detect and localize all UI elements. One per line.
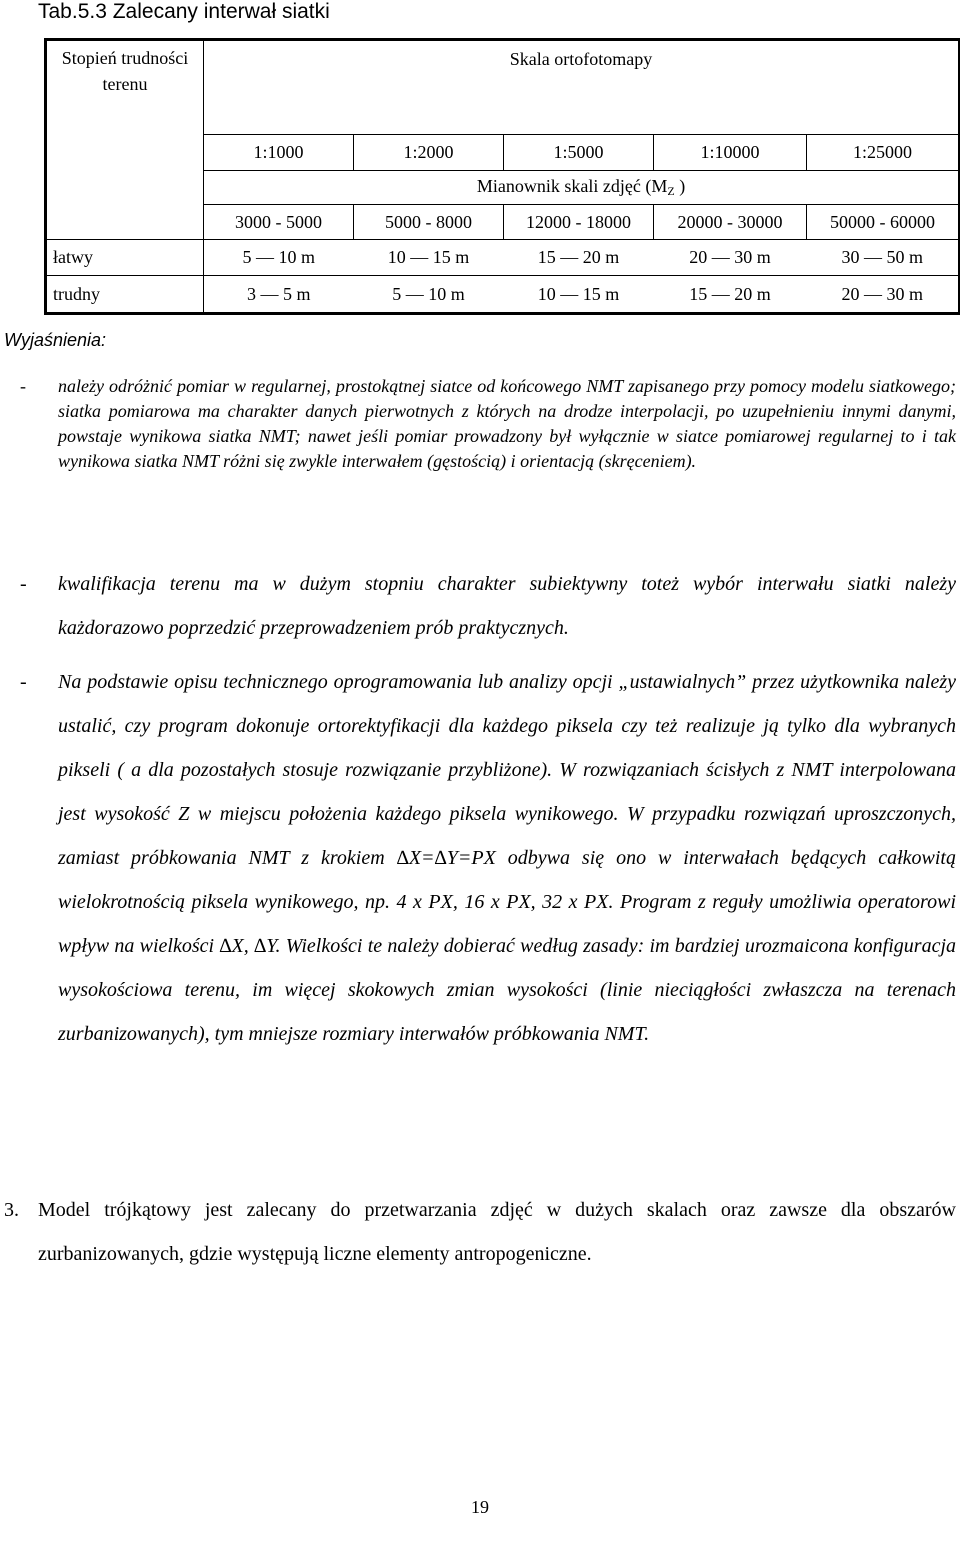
interval-cell: 15 — 20 m bbox=[504, 240, 654, 276]
explanation-note bbox=[20, 562, 956, 650]
interval-cell: 5 — 10 m bbox=[354, 276, 504, 314]
scale-cell: 1:5000 bbox=[504, 135, 654, 171]
note-dash: - bbox=[20, 573, 27, 595]
row-label: łatwy bbox=[46, 240, 204, 276]
interval-cell: 5 — 10 m bbox=[204, 240, 354, 276]
grid-interval-table bbox=[44, 38, 960, 315]
interval-cell: 30 — 50 m bbox=[807, 240, 960, 276]
scale-cell: 1:1000 bbox=[204, 135, 354, 171]
denominator-cell: 12000 - 18000 bbox=[504, 205, 654, 240]
denominator-cell: 50000 - 60000 bbox=[807, 205, 960, 240]
table-row bbox=[46, 276, 960, 314]
note-text: kwalifikacja terenu ma w dużym stopniu charakter subiektywny toteż wybór interwału siatki należy każdorazowo poprzedzić przeprowadzeniem prób praktycznych. bbox=[58, 573, 956, 639]
point-text: Model trójkątowy jest zalecany do przetwarzania zdjęć w dużych skalach oraz zawsze dla obszarów zurbanizowanych, gdzie występują liczne elementy antropogeniczne. bbox=[38, 1199, 956, 1265]
scale-cell: 1:25000 bbox=[807, 135, 960, 171]
explanation-note bbox=[20, 660, 956, 1056]
interval-cell: 20 — 30 m bbox=[807, 276, 960, 314]
note-dash: - bbox=[20, 671, 27, 693]
numbered-point bbox=[4, 1188, 956, 1276]
explanations-heading: Wyjaśnienia: bbox=[4, 330, 107, 350]
orthophoto-scale-header: Skala ortofotomapy bbox=[204, 40, 960, 135]
scale-cell: 1:10000 bbox=[654, 135, 807, 171]
row-label: trudny bbox=[46, 276, 204, 314]
interval-cell: 20 — 30 m bbox=[654, 240, 807, 276]
interval-cell: 15 — 20 m bbox=[654, 276, 807, 314]
explanation-note bbox=[20, 374, 956, 474]
note-dash: - bbox=[20, 376, 26, 396]
note-text: należy odróżnić pomiar w regularnej, prostokątnej siatce od końcowego NMT zapisanego przy pomocy modelu siatkowego; siatka pomiarowa ma charakter danych pierwotnych z których na drodze interpolacji, po uzupełnieniu innymi danymi, powstaje wynikowa siatka NMT; nawet jeśli pomiar prowadzony był wyłącznie w siatce pomiarowej regularnej to i tak wynikowa siatka NMT różni się zwykle interwałem (gęstością) i orientacją (skręceniem). bbox=[58, 376, 956, 471]
interval-cell: 10 — 15 m bbox=[354, 240, 504, 276]
interval-cell: 3 — 5 m bbox=[204, 276, 354, 314]
terrain-difficulty-header: Stopień trudności terenu bbox=[46, 40, 204, 240]
interval-cell: 10 — 15 m bbox=[504, 276, 654, 314]
denominator-cell: 5000 - 8000 bbox=[354, 205, 504, 240]
note-text: Na podstawie opisu technicznego oprogramowania lub analizy opcji „ustawialnych” przez użytkownika należy ustalić, czy program dokonuje ortorektyfikacji dla każdego piksela czy też realizuje ją tylko dla wybranych pikseli ( a dla pozostałych stosuje rozwiązanie przybliżone). W rozwiązaniach ścisłych z NMT interpolowana jest wysokość Z w miejscu położenia każdego piksela wynikowego. W przypadku rozwiązań uproszczonych, zamiast próbkowania NMT z krokiem ∆X=∆Y=PX odbywa się ono w interwałach będących całkowitą wielokrotnością piksela wynikowego, np. 4 x PX, 16 x PX, 32 x PX. Program z reguły umożliwia operatorowi wpływ na wielkości ∆X, ∆Y. Wielkości te należy dobierać według zasady: im bardziej urozmaicona konfiguracja wysokościowa terenu, im więcej skokowych zmian wysokości (linie nieciągłości zwłaszcza na terenach zurbanizowanych), tym mniejsze rozmiary interwałów próbkowania NMT. bbox=[58, 671, 956, 1045]
table-row bbox=[46, 240, 960, 276]
scale-cell: 1:2000 bbox=[354, 135, 504, 171]
denominator-cell: 3000 - 5000 bbox=[204, 205, 354, 240]
point-number: 3. bbox=[4, 1199, 19, 1221]
denominator-cell: 20000 - 30000 bbox=[654, 205, 807, 240]
photo-scale-denominator-header: Mianownik skali zdjęć ($M_Z$ ) bbox=[204, 171, 960, 205]
table-caption: Tab.5.3 Zalecany interwał siatki bbox=[38, 0, 330, 23]
page-number: 19 bbox=[471, 1497, 489, 1517]
